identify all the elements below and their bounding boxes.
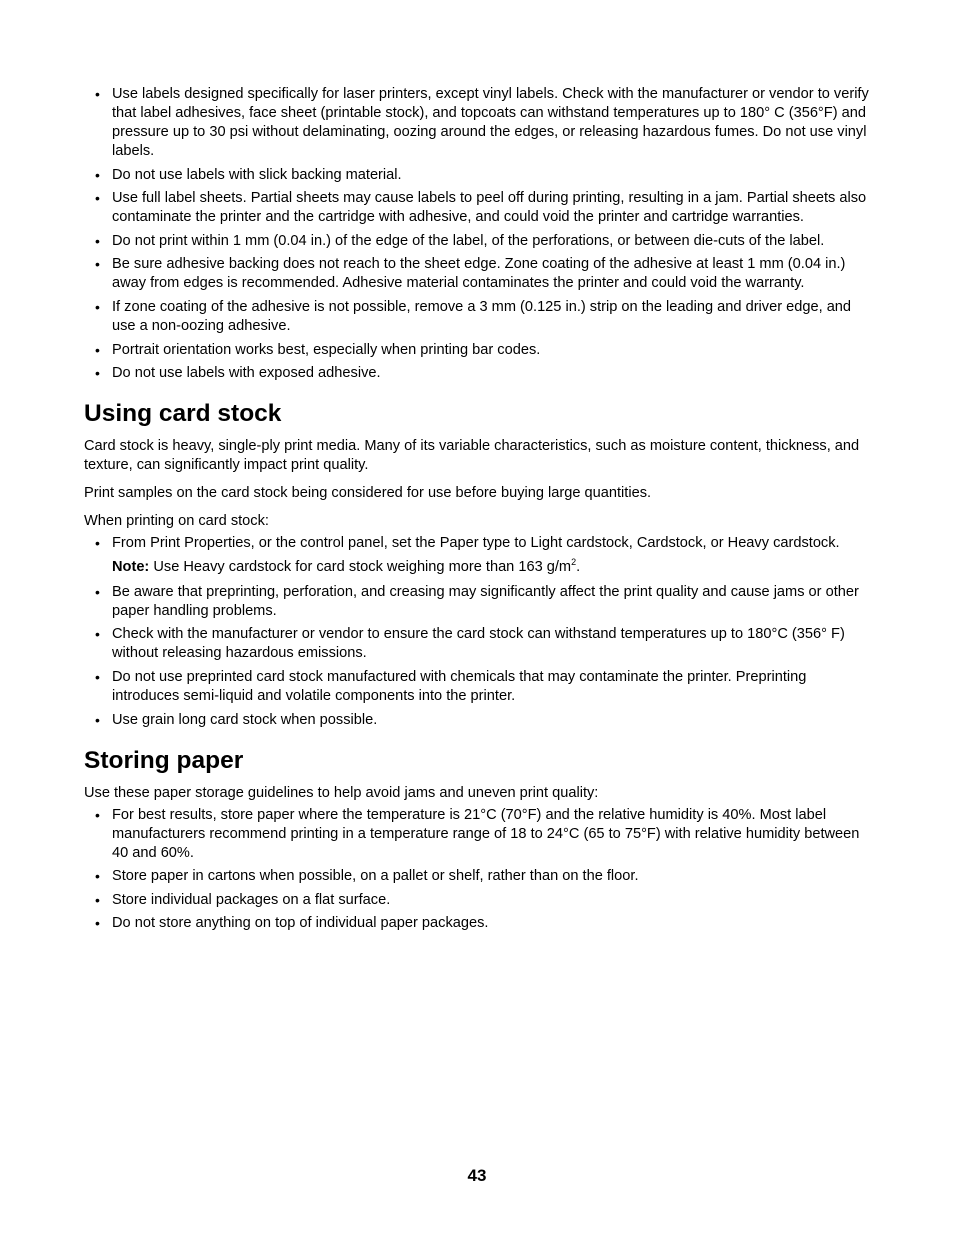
list-item: • From Print Properties, or the control panel, set the Paper type to Light cardstock, Cardstock, or Heavy cardstock.	[84, 534, 874, 553]
note-end: .	[576, 558, 581, 575]
list-item: • Store individual packages on a flat surface.	[84, 891, 874, 910]
note-text: Use Heavy cardstock for card stock weighing more than 163 g/m	[149, 558, 572, 575]
list-item: • Store paper in cartons when possible, on a pallet or shelf, rather than on the floor.	[84, 867, 874, 886]
list-item: • If zone coating of the adhesive is not possible, remove a 3 mm (0.125 in.) strip on the leading and driver edge, and use a non-oozing adhesive.	[84, 298, 874, 336]
list-item: • Be sure adhesive backing does not reach to the sheet edge. Zone coating of the adhesive at least 1 mm (0.04 in.) away from edges is recommended. Adhesive material contaminates the printer and could void the warranty.	[84, 255, 874, 293]
page-content	[84, 85, 874, 938]
storing-paper-list	[84, 806, 874, 934]
note	[84, 558, 874, 577]
list-item: • Do not use labels with exposed adhesive.	[84, 364, 874, 383]
page-number: 43	[467, 1166, 487, 1185]
card-stock-para-1: Card stock is heavy, single-ply print media. Many of its variable characteristics, such as moisture content, thickness, and texture, can significantly impact print quality.	[84, 438, 860, 474]
list-item: • Do not use labels with slick backing material.	[84, 166, 874, 185]
card-stock-para-2: Print samples on the card stock being considered for use before buying large quantities.	[84, 485, 652, 502]
list-item: • Use full label sheets. Partial sheets may cause labels to peel off during printing, resulting in a jam. Partial sheets also contaminate the printer and the cartridge with adhesive, and could void the printer and cartridge warranties.	[84, 189, 874, 227]
note-superscript: 2	[571, 556, 577, 567]
list-item: • Do not print within 1 mm (0.04 in.) of the edge of the label, of the perforations, or between die-cuts of the label.	[84, 232, 874, 251]
card-stock-list-2	[84, 583, 874, 730]
card-stock-heading: Using card stock	[84, 400, 282, 428]
list-item: • For best results, store paper where the temperature is 21°C (70°F) and the relative humidity is 40%. Most label manufacturers recommend printing in a temperature range of 18 to 24°C (65 to 75°F) with relative humidity between 40 and 60%.	[84, 806, 874, 863]
storing-paper-intro: Use these paper storage guidelines to help avoid jams and uneven print quality:	[84, 784, 599, 801]
list-item: • Use grain long card stock when possible.	[84, 711, 874, 730]
list-item: • Do not store anything on top of individual paper packages.	[84, 914, 874, 933]
list-item: • Do not use preprinted card stock manufactured with chemicals that may contaminate the printer. Preprinting introduces semi-liquid and volatile components into the printer.	[84, 668, 874, 706]
list-item: • Use labels designed specifically for laser printers, except vinyl labels. Check with the manufacturer or vendor to verify that label adhesives, face sheet (printable stock), and topcoats can withstand temperatures up to 180° C (356°F) and pressure up to 30 psi without delaminating, oozing around the edges, or releasing hazardous fumes. Do not use vinyl labels.	[84, 85, 874, 161]
list-item: • Check with the manufacturer or vendor to ensure the card stock can withstand temperatures up to 180°C (356° F) without releasing hazardous emissions.	[84, 625, 874, 663]
list-item: • Portrait orientation works best, especially when printing bar codes.	[84, 341, 874, 360]
list-item: • Be aware that preprinting, perforation, and creasing may significantly affect the print quality and cause jams or other paper handling problems.	[84, 583, 874, 621]
card-stock-list-1	[84, 534, 874, 553]
labels-guidelines-list	[84, 85, 874, 383]
card-stock-para-3: When printing on card stock:	[84, 513, 269, 530]
note-label: Note:	[112, 558, 150, 575]
storing-paper-heading: Storing paper	[84, 746, 244, 774]
